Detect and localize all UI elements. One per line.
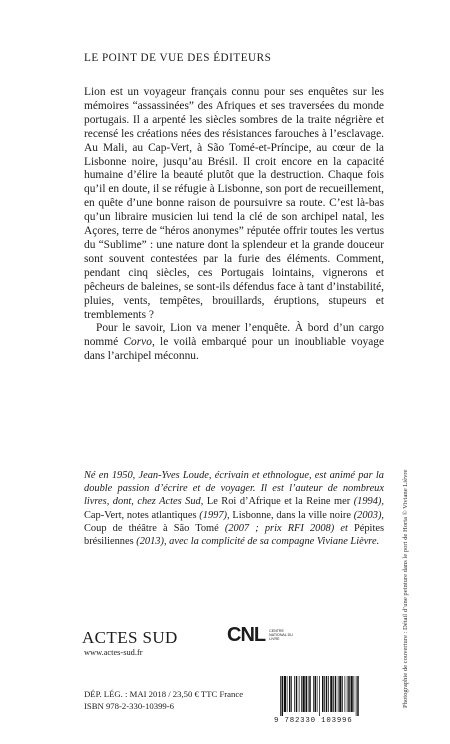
barcode-bar — [356, 676, 357, 716]
blurb-p2-text-end: , le voilà embarqué pour un inoubliable voyage dans l’archipel méconnu. — [84, 336, 385, 363]
barcode-bar — [319, 676, 320, 716]
barcode-bar — [291, 676, 292, 712]
barcode-bar — [322, 676, 324, 712]
bio-text: (2007 ; prix RFI 2008) et — [218, 522, 354, 534]
barcode-icon — [279, 676, 389, 716]
barcode-bar — [339, 676, 341, 712]
barcode-bar — [354, 676, 355, 712]
barcode-bar — [347, 676, 348, 712]
book-title: Lisbonne, dans la ville noire — [232, 509, 351, 521]
barcode-bar — [330, 676, 332, 712]
barcode-bar — [308, 676, 309, 712]
blurb-paragraph-2 — [84, 322, 384, 364]
author-bio — [84, 469, 384, 548]
bio-text: Né en 1950, Jean-Yves Loude, écrivain et ethnologue, est animé par la double passion d’écrire et de voyager. Il est l’auteur de nombreux livres, dont, chez Actes Sud, — [84, 470, 384, 508]
barcode-bar — [357, 676, 359, 716]
barcode-bar — [328, 676, 329, 712]
cnl-mark: CNL — [227, 624, 266, 646]
barcode-bar — [294, 676, 295, 712]
bio-text: (1994), — [350, 496, 384, 508]
book-title: Coup de théâtre à São Tomé — [84, 522, 219, 534]
photo-credit: Photographie de couverture : Détail d’une peinture dans le port de Horta © Viviane Lièvre — [402, 469, 409, 708]
book-title: Le Roi d’Afrique et la Reine mer — [206, 496, 351, 508]
bio-text: (2013), avec la complicité de sa compagne Viviane Lièvre. — [133, 536, 380, 548]
barcode-bar — [324, 676, 325, 712]
barcode-bar — [303, 676, 305, 712]
barcode-bar — [335, 676, 337, 712]
barcode-bar — [284, 676, 286, 712]
barcode-bar — [306, 676, 308, 712]
barcode-bar — [289, 676, 291, 712]
barcode-bar — [351, 676, 353, 712]
barcode-number: 9 782330 103996 — [274, 717, 353, 725]
bio-text: (1997), — [196, 509, 233, 521]
cnl-caption: CENTRE NATIONAL DU LIVRE — [269, 628, 293, 642]
isbn: ISBN 978-2-330-10399-6 — [84, 701, 175, 712]
blurb-paragraph-1: Lion est un voyageur français connu pour ses enquêtes sur les mémoires “assassinées” des Afriques et ses traversées du monde portugais. Il a arpenté les siècles sombres de la traite négrière et recensé les créations nées des résistances farouches à l’esclavage. Au Mali, au Cap-Vert, à São Tomé-et-Príncipe, au cœur de la Lisbonne noire, jusqu’au Brésil. Il croit encore en la capacité humaine d’élire la beauté plutôt que la destruction. Chaque fois qu’il en doute, il se réfugie à Lisbonne, son port de recueillement, en quête d’une bonne raison de poursuivre sa route. C’est là-bas qu’un libraire musicien lui tend la clé de son archipel natal, les Açores, terre de “héros anonymes” réputée offrir toutes les vertus du “Sublime” : une nature dont la splendeur et la grande douceur sont souvent contestées par la furie des éléments. Comment, pendant cinq siècles, ces Portugais lointains, vignerons et pêcheurs de baleines, se sont-ils défendus face à tant d’instabilité, pluies, vents, tempêtes, brouillards, éruptions, stupeurs et tremblements ? — [84, 86, 384, 321]
barcode-bar — [296, 676, 298, 712]
barcode-bar — [309, 676, 311, 712]
section-heading: LE POINT DE VUE DES ÉDITEURS — [84, 52, 272, 64]
ship-name: Corvo — [123, 336, 152, 349]
barcode-bar — [287, 676, 288, 712]
barcode-bar — [301, 676, 302, 712]
book-title: Pépites brésiliennes — [84, 522, 384, 548]
legal-deposit: DÉP. LÉG. : MAI 2018 / 23,50 € TTC France — [84, 689, 244, 699]
cnl-logo — [227, 625, 297, 645]
barcode-bar — [280, 676, 281, 716]
barcode-bar — [299, 676, 300, 712]
blurb-p2-text: Pour le savoir, Lion va mener l’enquête. À bord d’un cargo nommé — [84, 322, 384, 349]
bio-text: (2003), — [350, 509, 384, 521]
editor-blurb — [84, 86, 384, 364]
barcode-bar — [338, 676, 339, 712]
book-title: Cap-Vert, notes atlantiques — [84, 509, 197, 521]
barcode-bar — [342, 676, 343, 712]
barcode-bar — [315, 676, 317, 712]
barcode-bar — [333, 676, 334, 712]
barcode-bar — [313, 676, 314, 712]
barcode-bar — [282, 676, 284, 716]
publisher-website: www.actes-sud.fr — [84, 648, 143, 657]
barcode-bar — [345, 676, 346, 712]
barcode-bar — [317, 676, 318, 712]
publisher-logo: ACTES SUD — [82, 628, 178, 647]
barcode-bar — [348, 676, 350, 712]
legal-info — [84, 688, 243, 713]
barcode-bar — [326, 676, 328, 712]
